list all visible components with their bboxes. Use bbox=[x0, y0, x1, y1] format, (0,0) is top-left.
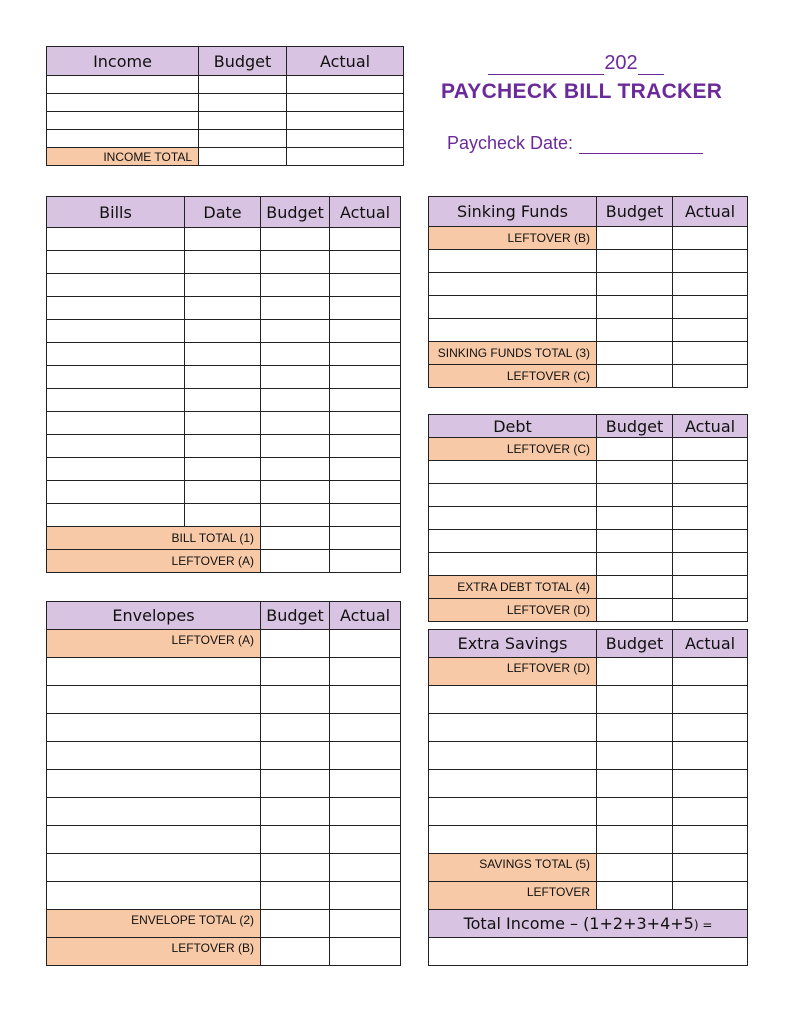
debt-actual-header: Actual bbox=[673, 415, 748, 438]
extra-savings-leftover-label: LEFTOVER bbox=[429, 882, 597, 910]
extra-savings-table bbox=[428, 629, 748, 910]
table-row bbox=[47, 343, 401, 366]
envelopes-total-row bbox=[47, 910, 401, 938]
envelopes-actual-header: Actual bbox=[330, 602, 401, 630]
table-row bbox=[429, 770, 748, 798]
envelopes-leftover-in-row bbox=[47, 630, 401, 658]
sinking-funds-budget-header: Budget bbox=[597, 197, 673, 227]
table-row bbox=[429, 714, 748, 742]
table-row bbox=[429, 530, 748, 553]
extra-savings-header: Extra Savings bbox=[429, 630, 597, 658]
table-row bbox=[47, 130, 404, 148]
debt-total-label: EXTRA DEBT TOTAL (4) bbox=[429, 576, 597, 599]
income-total-label: INCOME TOTAL bbox=[47, 148, 199, 166]
table-row bbox=[47, 742, 401, 770]
month-blank[interactable] bbox=[488, 54, 604, 75]
sinking-funds-leftover-label: LEFTOVER (C) bbox=[429, 365, 597, 388]
extra-savings-leftover-in-label: LEFTOVER (D) bbox=[429, 658, 597, 686]
debt-leftover-row bbox=[429, 599, 748, 622]
sinking-funds-total-row bbox=[429, 342, 748, 365]
debt-leftover-label: LEFTOVER (D) bbox=[429, 599, 597, 622]
table-row bbox=[47, 882, 401, 910]
table-row bbox=[429, 686, 748, 714]
year-line bbox=[486, 52, 666, 75]
debt-header: Debt bbox=[429, 415, 597, 438]
debt-total-row bbox=[429, 576, 748, 599]
table-row bbox=[429, 798, 748, 826]
bills-total-row bbox=[47, 527, 401, 550]
bills-actual-header: Actual bbox=[330, 197, 401, 228]
sinking-funds-leftover-in-label: LEFTOVER (B) bbox=[429, 227, 597, 250]
table-row bbox=[429, 826, 748, 854]
total-income-label: Total Income – (1+2+3+4+5 bbox=[463, 914, 694, 933]
table-row bbox=[47, 412, 401, 435]
table-row bbox=[47, 481, 401, 504]
table-row bbox=[47, 251, 401, 274]
total-income-suffix: ) = bbox=[693, 918, 713, 932]
bills-date-header: Date bbox=[185, 197, 261, 228]
envelopes-header: Envelopes bbox=[47, 602, 261, 630]
table-row bbox=[47, 389, 401, 412]
table-row bbox=[47, 826, 401, 854]
table-row bbox=[47, 658, 401, 686]
income-actual-header: Actual bbox=[287, 47, 404, 76]
sinking-funds-leftover-in-row bbox=[429, 227, 748, 250]
sinking-funds-table bbox=[428, 196, 748, 388]
paycheck-date bbox=[447, 133, 703, 154]
envelopes-leftover-in-label: LEFTOVER (A) bbox=[47, 630, 261, 658]
table-row bbox=[429, 273, 748, 296]
table-row bbox=[47, 297, 401, 320]
debt-leftover-in-row bbox=[429, 438, 748, 461]
table-row bbox=[429, 296, 748, 319]
total-income-value-row bbox=[429, 938, 748, 966]
bills-budget-header: Budget bbox=[261, 197, 330, 228]
table-row bbox=[429, 319, 748, 342]
paycheck-date-label: Paycheck Date: bbox=[447, 133, 574, 153]
extra-savings-total-label: SAVINGS TOTAL (5) bbox=[429, 854, 597, 882]
income-total-row bbox=[47, 148, 404, 166]
bills-total-label: BILL TOTAL (1) bbox=[47, 527, 261, 550]
table-row bbox=[47, 458, 401, 481]
income-budget-header: Budget bbox=[199, 47, 287, 76]
bills-header: Bills bbox=[47, 197, 185, 228]
table-row bbox=[47, 94, 404, 112]
envelopes-budget-header: Budget bbox=[261, 602, 330, 630]
sinking-funds-actual-header: Actual bbox=[673, 197, 748, 227]
extra-savings-budget-header: Budget bbox=[597, 630, 673, 658]
bills-leftover-row bbox=[47, 550, 401, 573]
table-row bbox=[47, 770, 401, 798]
table-row bbox=[429, 484, 748, 507]
table-row bbox=[47, 320, 401, 343]
income-table bbox=[46, 46, 404, 166]
year-prefix: 202 bbox=[604, 52, 638, 74]
table-row bbox=[429, 553, 748, 576]
debt-table bbox=[428, 414, 748, 622]
table-row bbox=[429, 507, 748, 530]
extra-savings-total-row bbox=[429, 854, 748, 882]
envelopes-leftover-label: LEFTOVER (B) bbox=[47, 938, 261, 966]
bills-table bbox=[46, 196, 401, 573]
envelopes-leftover-row bbox=[47, 938, 401, 966]
page-title: PAYCHECK BILL TRACKER bbox=[441, 80, 723, 103]
table-row bbox=[47, 504, 401, 527]
table-row bbox=[47, 228, 401, 251]
total-income-value-cell[interactable] bbox=[429, 938, 748, 966]
table-row bbox=[47, 854, 401, 882]
extra-savings-leftover-row bbox=[429, 882, 748, 910]
extra-savings-actual-header: Actual bbox=[673, 630, 748, 658]
debt-leftover-in-label: LEFTOVER (C) bbox=[429, 438, 597, 461]
extra-savings-leftover-in-row bbox=[429, 658, 748, 686]
total-income-table bbox=[428, 909, 748, 966]
total-income-header bbox=[429, 910, 748, 938]
table-row bbox=[47, 112, 404, 130]
table-row bbox=[47, 714, 401, 742]
table-row bbox=[429, 250, 748, 273]
table-row bbox=[47, 798, 401, 826]
sinking-funds-header: Sinking Funds bbox=[429, 197, 597, 227]
table-row bbox=[429, 742, 748, 770]
envelopes-total-label: ENVELOPE TOTAL (2) bbox=[47, 910, 261, 938]
debt-budget-header: Budget bbox=[597, 415, 673, 438]
income-header: Income bbox=[47, 47, 199, 76]
sinking-funds-leftover-row bbox=[429, 365, 748, 388]
paycheck-date-blank[interactable] bbox=[579, 135, 703, 154]
year-blank[interactable] bbox=[638, 54, 664, 75]
table-row bbox=[429, 461, 748, 484]
table-row bbox=[47, 686, 401, 714]
sinking-funds-total-label: SINKING FUNDS TOTAL (3) bbox=[429, 342, 597, 365]
table-row bbox=[47, 274, 401, 297]
envelopes-table bbox=[46, 601, 401, 966]
table-row bbox=[47, 76, 404, 94]
table-row bbox=[47, 366, 401, 389]
table-row bbox=[47, 435, 401, 458]
bills-leftover-label: LEFTOVER (A) bbox=[47, 550, 261, 573]
